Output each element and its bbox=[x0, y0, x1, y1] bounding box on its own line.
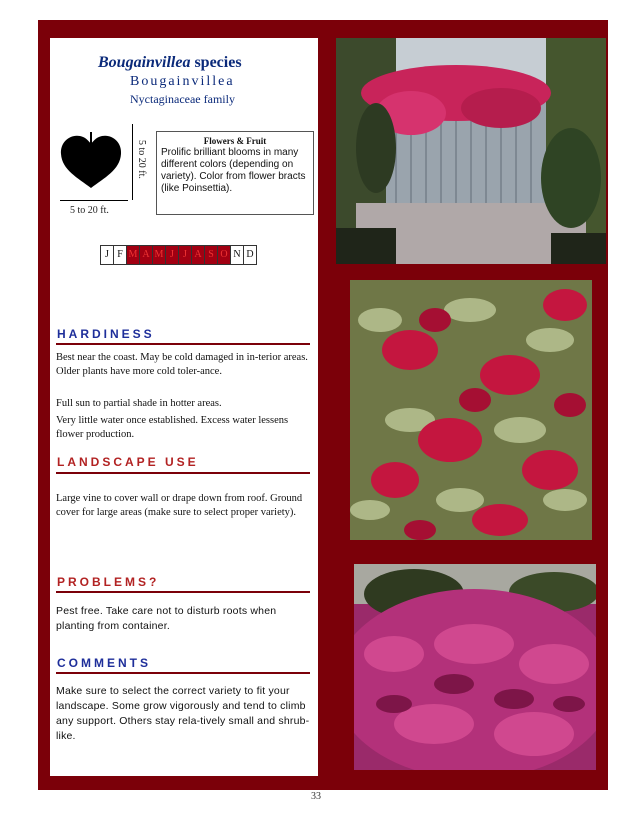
landscape-text: Large vine to cover wall or drape down from roof. Ground cover for large areas (make sure to select proper variety). bbox=[56, 493, 303, 518]
height-dimension-line bbox=[132, 124, 133, 200]
month-cell: M bbox=[126, 245, 140, 265]
comments-text: Make sure to select the correct variety to fit your landscape. Some grow vigorously and tend to climb any support. Others stay rela-tively small and shrub-like. bbox=[56, 685, 310, 742]
bloom-months bbox=[101, 245, 257, 265]
month-cell: J bbox=[165, 245, 179, 265]
photo-garage-vine bbox=[336, 38, 606, 264]
genus-name: Bougainvillea bbox=[98, 54, 191, 71]
problems-heading: PROBLEMS? bbox=[57, 575, 160, 589]
photo-flower-closeup bbox=[350, 280, 592, 540]
month-cell: J bbox=[178, 245, 192, 265]
landscape-rule bbox=[56, 472, 310, 474]
species-word: species bbox=[194, 54, 242, 71]
comments-heading: COMMENTS bbox=[57, 656, 151, 670]
landscape-heading: LANDSCAPE USE bbox=[57, 455, 199, 469]
flowers-fruit-heading: Flowers & Fruit bbox=[203, 136, 267, 146]
photo-ground-cover bbox=[354, 564, 596, 770]
hardiness-paragraph-1: Best near the coast. May be cold damaged in in-terior areas. Older plants have more cold toler-ance. bbox=[56, 352, 308, 377]
month-cell: J bbox=[100, 245, 114, 265]
plant-title bbox=[98, 54, 242, 72]
month-cell: N bbox=[230, 245, 244, 265]
hardiness-paragraph-3: Very little water once established. Excess water lessens flower production. bbox=[56, 415, 289, 440]
height-label: 5 to 20 ft. bbox=[136, 140, 147, 179]
month-cell: A bbox=[139, 245, 153, 265]
family-name: Nyctaginaceae family bbox=[130, 92, 235, 106]
hardiness-heading: HARDINESS bbox=[57, 327, 155, 341]
problems-text: Pest free. Take care not to disturb roots when planting from container. bbox=[56, 605, 277, 632]
month-cell: S bbox=[204, 245, 218, 265]
width-label: 5 to 20 ft. bbox=[70, 205, 109, 216]
hardiness-rule bbox=[56, 343, 310, 345]
page-number: 33 bbox=[311, 791, 321, 802]
month-cell: O bbox=[217, 245, 231, 265]
flowers-fruit-text: Prolific brilliant blooms in many different colors (depending on variety). Color from flower bracts (like Poinsettia). bbox=[161, 147, 306, 194]
problems-rule bbox=[56, 591, 310, 593]
month-cell: F bbox=[113, 245, 127, 265]
comments-rule bbox=[56, 672, 310, 674]
width-dimension-line bbox=[60, 200, 128, 201]
month-cell: A bbox=[191, 245, 205, 265]
month-cell: D bbox=[243, 245, 257, 265]
common-name: Bougainvillea bbox=[130, 74, 235, 89]
month-cell: M bbox=[152, 245, 166, 265]
leaf-silhouette-icon bbox=[58, 128, 124, 190]
hardiness-paragraph-2: Full sun to partial shade in hotter areas. bbox=[56, 398, 222, 409]
flowers-fruit-box bbox=[156, 131, 314, 215]
